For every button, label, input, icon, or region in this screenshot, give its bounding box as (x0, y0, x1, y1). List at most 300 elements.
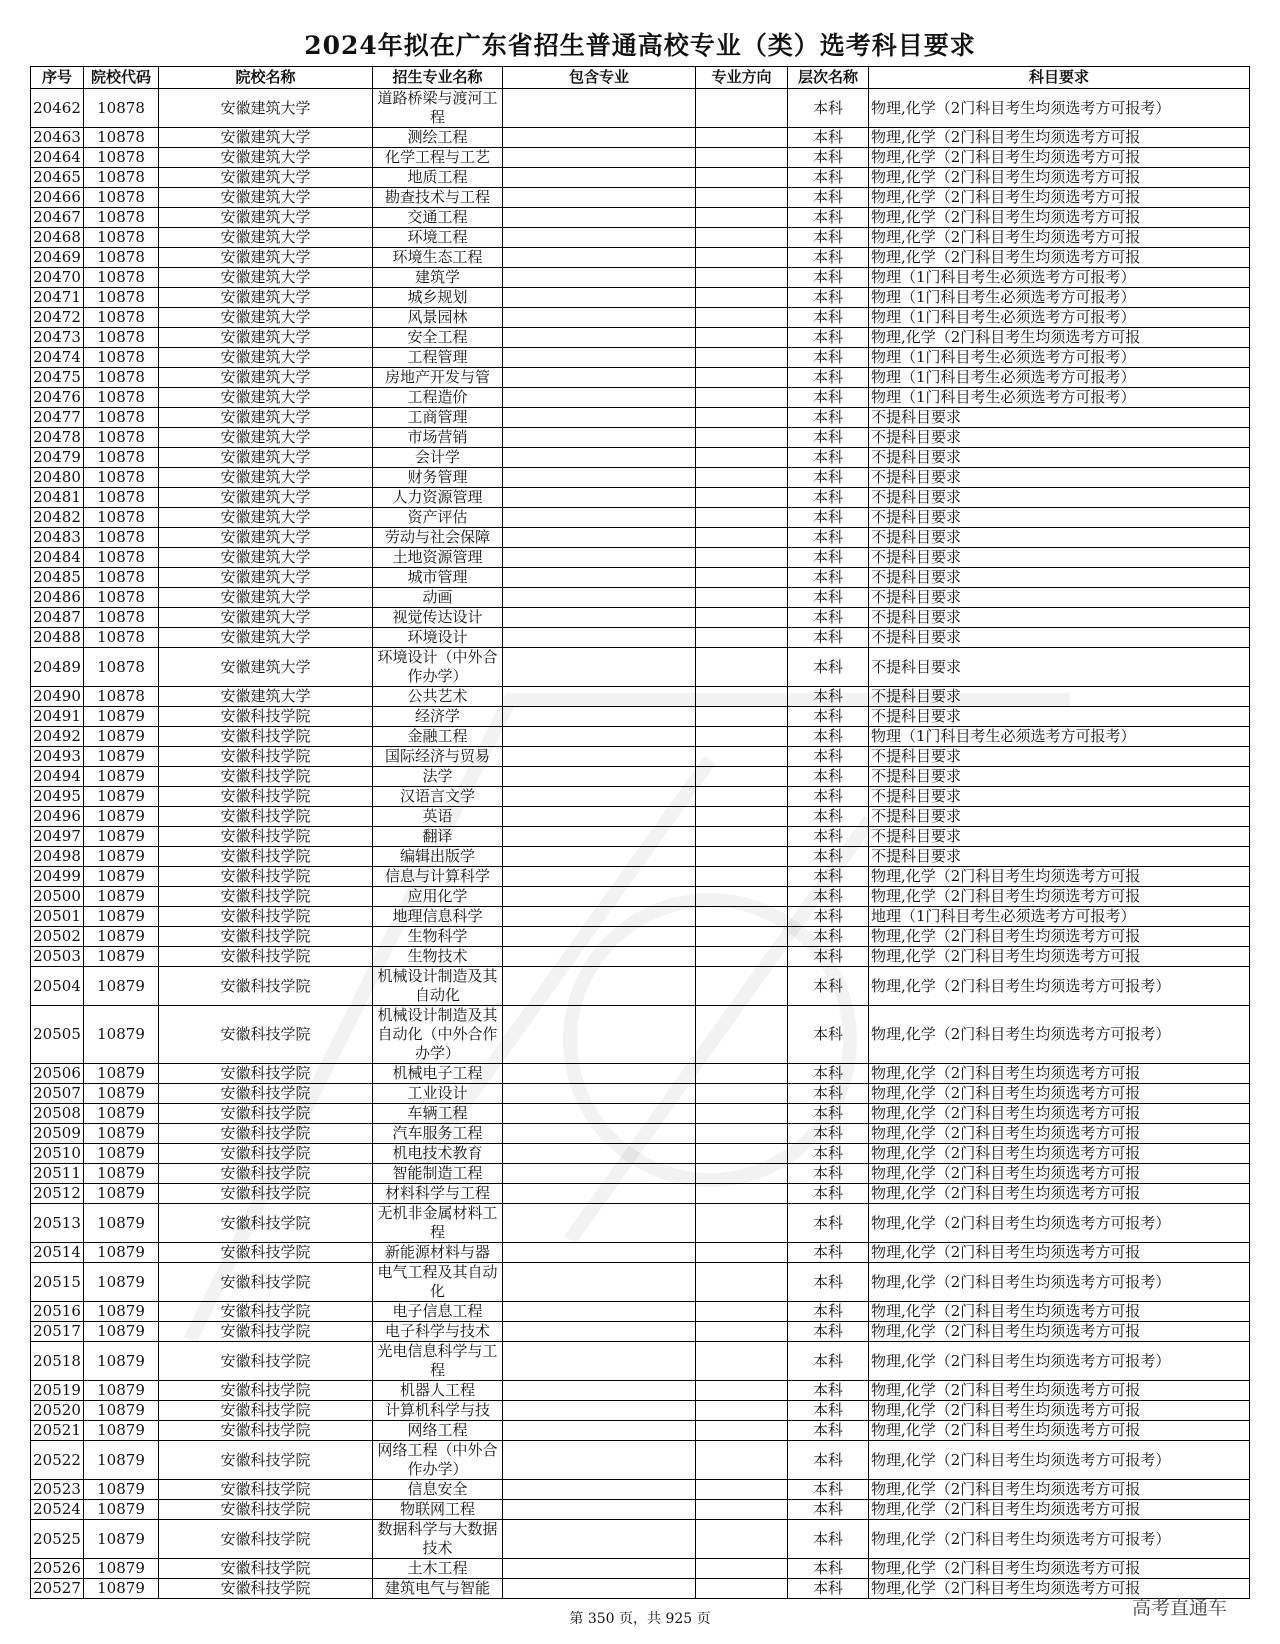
cell-major-name: 环境设计 (373, 628, 503, 648)
cell-school-code: 10878 (84, 588, 159, 608)
cell-seq: 20527 (31, 1579, 84, 1599)
cell-subject-requirement: 物理（1门科目考生必须选考方可报考） (869, 388, 1250, 408)
cell-subject-requirement: 物理,化学（2门科目考生均须选考方可报 (869, 1579, 1250, 1599)
cell-level: 本科 (788, 1322, 869, 1342)
cell-subject-requirement: 物理,化学（2门科目考生均须选考方可报 (869, 1322, 1250, 1342)
table-row (31, 428, 1250, 448)
cell-school-code: 10879 (84, 1520, 159, 1559)
cell-subject-requirement: 物理,化学（2门科目考生均须选考方可报 (869, 1500, 1250, 1520)
cell-included-majors (503, 648, 696, 687)
cell-level: 本科 (788, 787, 869, 807)
cell-seq: 20466 (31, 188, 84, 208)
cell-included-majors (503, 967, 696, 1006)
table-row (31, 648, 1250, 687)
cell-school-name: 安徽科技学院 (159, 1104, 373, 1124)
table-row (31, 867, 1250, 887)
cell-subject-requirement: 物理,化学（2门科目考生均须选考方可报考） (869, 1006, 1250, 1064)
cell-level: 本科 (788, 947, 869, 967)
cell-seq: 20513 (31, 1204, 84, 1243)
cell-level: 本科 (788, 1124, 869, 1144)
table-row (31, 368, 1250, 388)
cell-included-majors (503, 368, 696, 388)
cell-major-name: 机电技术教育 (373, 1144, 503, 1164)
cell-major-direction (696, 368, 788, 388)
cell-major-direction (696, 528, 788, 548)
cell-level: 本科 (788, 348, 869, 368)
cell-subject-requirement: 物理,化学（2门科目考生均须选考方可报 (869, 1144, 1250, 1164)
cell-major-direction (696, 628, 788, 648)
cell-seq: 20463 (31, 128, 84, 148)
header-school-code: 院校代码 (84, 67, 159, 89)
cell-seq: 20508 (31, 1104, 84, 1124)
cell-school-name: 安徽建筑大学 (159, 208, 373, 228)
cell-seq: 20480 (31, 468, 84, 488)
cell-level: 本科 (788, 927, 869, 947)
table-row (31, 408, 1250, 428)
cell-major-name: 城市管理 (373, 568, 503, 588)
header-seq: 序号 (31, 67, 84, 89)
cell-major-name: 电子信息工程 (373, 1302, 503, 1322)
cell-school-code: 10879 (84, 1579, 159, 1599)
brand-watermark-text: 高考直通车 (1132, 1597, 1228, 1619)
cell-level: 本科 (788, 268, 869, 288)
cell-level: 本科 (788, 1480, 869, 1500)
table-header-row (31, 67, 1250, 89)
cell-major-name: 网络工程（中外合作办学） (373, 1441, 503, 1480)
cell-school-name: 安徽建筑大学 (159, 328, 373, 348)
table-row (31, 628, 1250, 648)
cell-seq: 20464 (31, 148, 84, 168)
cell-major-direction (696, 608, 788, 628)
cell-included-majors (503, 588, 696, 608)
cell-major-name: 法学 (373, 767, 503, 787)
cell-major-direction (696, 707, 788, 727)
cell-major-direction (696, 508, 788, 528)
cell-seq: 20488 (31, 628, 84, 648)
cell-school-code: 10878 (84, 528, 159, 548)
cell-school-name: 安徽建筑大学 (159, 568, 373, 588)
cell-included-majors (503, 248, 696, 268)
cell-school-name: 安徽科技学院 (159, 1322, 373, 1342)
header-major-name: 招生专业名称 (373, 67, 503, 89)
table-row (31, 148, 1250, 168)
table-row (31, 827, 1250, 847)
cell-major-name: 物联网工程 (373, 1500, 503, 1520)
cell-subject-requirement: 地理（1门科目考生必须选考方可报考） (869, 907, 1250, 927)
table-row (31, 89, 1250, 128)
cell-major-name: 汉语言文学 (373, 787, 503, 807)
cell-major-name: 工程造价 (373, 388, 503, 408)
cell-major-direction (696, 1559, 788, 1579)
cell-included-majors (503, 1064, 696, 1084)
cell-major-name: 市场营销 (373, 428, 503, 448)
table-row (31, 1559, 1250, 1579)
cell-subject-requirement: 物理,化学（2门科目考生均须选考方可报 (869, 947, 1250, 967)
cell-major-name: 勘查技术与工程 (373, 188, 503, 208)
cell-major-direction (696, 468, 788, 488)
cell-subject-requirement: 不提科目要求 (869, 767, 1250, 787)
cell-seq: 20468 (31, 228, 84, 248)
cell-school-code: 10879 (84, 767, 159, 787)
cell-included-majors (503, 1401, 696, 1421)
cell-level: 本科 (788, 568, 869, 588)
cell-included-majors (503, 867, 696, 887)
cell-school-code: 10878 (84, 508, 159, 528)
table-row (31, 1064, 1250, 1084)
table-row (31, 1579, 1250, 1599)
cell-major-direction (696, 588, 788, 608)
cell-included-majors (503, 89, 696, 128)
cell-school-code: 10878 (84, 388, 159, 408)
cell-subject-requirement: 物理,化学（2门科目考生均须选考方可报 (869, 1124, 1250, 1144)
table-row (31, 1144, 1250, 1164)
cell-major-name: 化学工程与工艺 (373, 148, 503, 168)
cell-included-majors (503, 608, 696, 628)
cell-school-code: 10878 (84, 548, 159, 568)
table-row (31, 847, 1250, 867)
cell-seq: 20506 (31, 1064, 84, 1084)
cell-subject-requirement: 物理,化学（2门科目考生均须选考方可报 (869, 1084, 1250, 1104)
cell-level: 本科 (788, 588, 869, 608)
cell-school-code: 10879 (84, 1104, 159, 1124)
cell-seq: 20524 (31, 1500, 84, 1520)
cell-school-code: 10879 (84, 907, 159, 927)
cell-level: 本科 (788, 89, 869, 128)
cell-subject-requirement: 物理,化学（2门科目考生均须选考方可报 (869, 188, 1250, 208)
cell-major-name: 机械设计制造及其自动化（中外合作办学） (373, 1006, 503, 1064)
cell-major-name: 会计学 (373, 448, 503, 468)
cell-school-name: 安徽科技学院 (159, 1579, 373, 1599)
cell-major-direction (696, 1144, 788, 1164)
table-row (31, 1342, 1250, 1381)
cell-level: 本科 (788, 807, 869, 827)
table-row (31, 508, 1250, 528)
cell-level: 本科 (788, 1164, 869, 1184)
cell-school-code: 10879 (84, 1263, 159, 1302)
cell-school-code: 10879 (84, 1243, 159, 1263)
cell-major-direction (696, 1500, 788, 1520)
cell-major-name: 经济学 (373, 707, 503, 727)
cell-included-majors (503, 328, 696, 348)
cell-level: 本科 (788, 1006, 869, 1064)
cell-major-name: 道路桥梁与渡河工程 (373, 89, 503, 128)
cell-subject-requirement: 不提科目要求 (869, 847, 1250, 867)
cell-included-majors (503, 628, 696, 648)
cell-major-name: 汽车服务工程 (373, 1124, 503, 1144)
table-row (31, 967, 1250, 1006)
cell-major-direction (696, 747, 788, 767)
cell-major-name: 翻译 (373, 827, 503, 847)
cell-major-name: 生物技术 (373, 947, 503, 967)
cell-school-name: 安徽科技学院 (159, 707, 373, 727)
cell-seq: 20489 (31, 648, 84, 687)
cell-major-direction (696, 967, 788, 1006)
cell-major-name: 土地资源管理 (373, 548, 503, 568)
cell-major-name: 机器人工程 (373, 1381, 503, 1401)
cell-major-name: 测绘工程 (373, 128, 503, 148)
cell-major-name: 地理信息科学 (373, 907, 503, 927)
cell-level: 本科 (788, 468, 869, 488)
cell-subject-requirement: 不提科目要求 (869, 428, 1250, 448)
cell-seq: 20469 (31, 248, 84, 268)
table-row (31, 1381, 1250, 1401)
cell-seq: 20518 (31, 1342, 84, 1381)
cell-level: 本科 (788, 1184, 869, 1204)
cell-included-majors (503, 1381, 696, 1401)
cell-school-code: 10878 (84, 128, 159, 148)
cell-included-majors (503, 1520, 696, 1559)
table-row (31, 1500, 1250, 1520)
cell-major-direction (696, 1263, 788, 1302)
cell-seq: 20502 (31, 927, 84, 947)
cell-major-direction (696, 867, 788, 887)
cell-seq: 20479 (31, 448, 84, 468)
table-row (31, 927, 1250, 947)
cell-major-name: 网络工程 (373, 1421, 503, 1441)
table-row (31, 168, 1250, 188)
cell-subject-requirement: 物理,化学（2门科目考生均须选考方可报考） (869, 1204, 1250, 1243)
table-row (31, 1104, 1250, 1124)
cell-school-name: 安徽科技学院 (159, 747, 373, 767)
cell-school-code: 10879 (84, 947, 159, 967)
cell-seq: 20499 (31, 867, 84, 887)
cell-level: 本科 (788, 388, 869, 408)
cell-level: 本科 (788, 608, 869, 628)
cell-included-majors (503, 1006, 696, 1064)
table-row (31, 208, 1250, 228)
cell-major-direction (696, 408, 788, 428)
cell-major-name: 车辆工程 (373, 1104, 503, 1124)
cell-level: 本科 (788, 1401, 869, 1421)
cell-subject-requirement: 不提科目要求 (869, 827, 1250, 847)
cell-major-name: 电子科学与技术 (373, 1322, 503, 1342)
cell-major-name: 材料科学与工程 (373, 1184, 503, 1204)
cell-included-majors (503, 308, 696, 328)
cell-school-name: 安徽科技学院 (159, 1263, 373, 1302)
cell-school-code: 10879 (84, 847, 159, 867)
cell-major-name: 建筑学 (373, 268, 503, 288)
cell-seq: 20521 (31, 1421, 84, 1441)
cell-included-majors (503, 747, 696, 767)
cell-school-code: 10879 (84, 1500, 159, 1520)
cell-seq: 20498 (31, 847, 84, 867)
cell-included-majors (503, 1421, 696, 1441)
cell-school-name: 安徽科技学院 (159, 1520, 373, 1559)
cell-school-code: 10879 (84, 747, 159, 767)
cell-seq: 20474 (31, 348, 84, 368)
cell-level: 本科 (788, 747, 869, 767)
cell-seq: 20496 (31, 807, 84, 827)
cell-level: 本科 (788, 488, 869, 508)
cell-major-name: 交通工程 (373, 208, 503, 228)
cell-level: 本科 (788, 188, 869, 208)
cell-school-name: 安徽科技学院 (159, 1164, 373, 1184)
cell-major-direction (696, 128, 788, 148)
page-number: 第 350 页，共 925 页 (569, 1611, 711, 1627)
cell-school-name: 安徽科技学院 (159, 1302, 373, 1322)
cell-seq: 20467 (31, 208, 84, 228)
cell-level: 本科 (788, 528, 869, 548)
cell-major-name: 房地产开发与管 (373, 368, 503, 388)
cell-school-name: 安徽建筑大学 (159, 308, 373, 328)
cell-included-majors (503, 707, 696, 727)
cell-major-name: 工商管理 (373, 408, 503, 428)
cell-included-majors (503, 1480, 696, 1500)
cell-level: 本科 (788, 1144, 869, 1164)
table-row (31, 1006, 1250, 1064)
cell-subject-requirement: 物理,化学（2门科目考生均须选考方可报 (869, 128, 1250, 148)
cell-school-name: 安徽建筑大学 (159, 628, 373, 648)
cell-school-name: 安徽建筑大学 (159, 448, 373, 468)
cell-major-direction (696, 787, 788, 807)
cell-level: 本科 (788, 408, 869, 428)
cell-subject-requirement: 物理,化学（2门科目考生均须选考方可报 (869, 1480, 1250, 1500)
cell-level: 本科 (788, 767, 869, 787)
cell-school-name: 安徽科技学院 (159, 807, 373, 827)
table-row (31, 747, 1250, 767)
cell-included-majors (503, 408, 696, 428)
cell-subject-requirement: 物理,化学（2门科目考生均须选考方可报 (869, 867, 1250, 887)
cell-school-name: 安徽建筑大学 (159, 608, 373, 628)
cell-major-direction (696, 1084, 788, 1104)
header-school-name: 院校名称 (159, 67, 373, 89)
cell-major-name: 工程管理 (373, 348, 503, 368)
cell-school-name: 安徽建筑大学 (159, 89, 373, 128)
cell-subject-requirement: 不提科目要求 (869, 687, 1250, 707)
cell-school-name: 安徽科技学院 (159, 947, 373, 967)
cell-major-name: 城乡规划 (373, 288, 503, 308)
cell-subject-requirement: 不提科目要求 (869, 628, 1250, 648)
cell-major-name: 编辑出版学 (373, 847, 503, 867)
table-row (31, 1401, 1250, 1421)
cell-major-name: 地质工程 (373, 168, 503, 188)
cell-subject-requirement: 物理,化学（2门科目考生均须选考方可报考） (869, 1520, 1250, 1559)
cell-major-name: 计算机科学与技 (373, 1401, 503, 1421)
cell-school-code: 10879 (84, 867, 159, 887)
cell-seq: 20512 (31, 1184, 84, 1204)
cell-major-name: 资产评估 (373, 508, 503, 528)
cell-included-majors (503, 488, 696, 508)
cell-seq: 20481 (31, 488, 84, 508)
cell-included-majors (503, 468, 696, 488)
cell-seq: 20462 (31, 89, 84, 128)
cell-included-majors (503, 847, 696, 867)
cell-major-direction (696, 268, 788, 288)
cell-school-name: 安徽科技学院 (159, 767, 373, 787)
cell-school-name: 安徽科技学院 (159, 1006, 373, 1064)
cell-seq: 20473 (31, 328, 84, 348)
cell-included-majors (503, 727, 696, 747)
cell-level: 本科 (788, 428, 869, 448)
cell-major-direction (696, 1124, 788, 1144)
cell-school-code: 10878 (84, 628, 159, 648)
cell-included-majors (503, 168, 696, 188)
table-row (31, 1164, 1250, 1184)
cell-school-code: 10878 (84, 89, 159, 128)
cell-included-majors (503, 228, 696, 248)
cell-seq: 20503 (31, 947, 84, 967)
cell-school-code: 10878 (84, 468, 159, 488)
cell-subject-requirement: 不提科目要求 (869, 488, 1250, 508)
cell-major-direction (696, 568, 788, 588)
cell-school-code: 10879 (84, 1322, 159, 1342)
cell-seq: 20520 (31, 1401, 84, 1421)
cell-seq: 20470 (31, 268, 84, 288)
cell-major-name: 信息安全 (373, 1480, 503, 1500)
cell-level: 本科 (788, 1263, 869, 1302)
cell-subject-requirement: 不提科目要求 (869, 707, 1250, 727)
cell-major-name: 环境生态工程 (373, 248, 503, 268)
cell-subject-requirement: 物理,化学（2门科目考生均须选考方可报考） (869, 967, 1250, 1006)
cell-school-code: 10878 (84, 188, 159, 208)
cell-school-name: 安徽科技学院 (159, 1084, 373, 1104)
cell-level: 本科 (788, 148, 869, 168)
cell-school-code: 10879 (84, 1401, 159, 1421)
cell-level: 本科 (788, 727, 869, 747)
cell-school-code: 10879 (84, 827, 159, 847)
table-row (31, 1124, 1250, 1144)
cell-school-name: 安徽建筑大学 (159, 408, 373, 428)
cell-seq: 20485 (31, 568, 84, 588)
subject-requirements-table (30, 66, 1250, 1599)
cell-included-majors (503, 1500, 696, 1520)
cell-major-direction (696, 388, 788, 408)
cell-school-name: 安徽建筑大学 (159, 248, 373, 268)
cell-school-name: 安徽建筑大学 (159, 268, 373, 288)
cell-subject-requirement: 物理,化学（2门科目考生均须选考方可报 (869, 1381, 1250, 1401)
cell-included-majors (503, 887, 696, 907)
cell-subject-requirement: 不提科目要求 (869, 548, 1250, 568)
cell-major-direction (696, 248, 788, 268)
cell-subject-requirement: 物理（1门科目考生必须选考方可报考） (869, 308, 1250, 328)
cell-included-majors (503, 907, 696, 927)
cell-seq: 20523 (31, 1480, 84, 1500)
cell-included-majors (503, 1559, 696, 1579)
cell-seq: 20483 (31, 528, 84, 548)
cell-seq: 20501 (31, 907, 84, 927)
cell-seq: 20507 (31, 1084, 84, 1104)
cell-major-name: 金融工程 (373, 727, 503, 747)
cell-school-code: 10878 (84, 348, 159, 368)
cell-major-direction (696, 448, 788, 468)
cell-subject-requirement: 物理（1门科目考生必须选考方可报考） (869, 288, 1250, 308)
cell-level: 本科 (788, 1243, 869, 1263)
cell-level: 本科 (788, 128, 869, 148)
table-row (31, 348, 1250, 368)
table-row (31, 907, 1250, 927)
table-row (31, 588, 1250, 608)
cell-included-majors (503, 1441, 696, 1480)
table-row (31, 1084, 1250, 1104)
cell-subject-requirement: 不提科目要求 (869, 468, 1250, 488)
cell-school-code: 10879 (84, 1184, 159, 1204)
cell-seq: 20471 (31, 288, 84, 308)
cell-school-name: 安徽建筑大学 (159, 128, 373, 148)
cell-major-direction (696, 907, 788, 927)
cell-major-direction (696, 847, 788, 867)
cell-major-direction (696, 288, 788, 308)
cell-school-code: 10879 (84, 887, 159, 907)
cell-subject-requirement: 不提科目要求 (869, 747, 1250, 767)
cell-seq: 20500 (31, 887, 84, 907)
table-row (31, 1322, 1250, 1342)
cell-school-code: 10878 (84, 148, 159, 168)
table-row (31, 288, 1250, 308)
cell-seq: 20495 (31, 787, 84, 807)
cell-included-majors (503, 947, 696, 967)
cell-school-code: 10879 (84, 1441, 159, 1480)
cell-level: 本科 (788, 288, 869, 308)
